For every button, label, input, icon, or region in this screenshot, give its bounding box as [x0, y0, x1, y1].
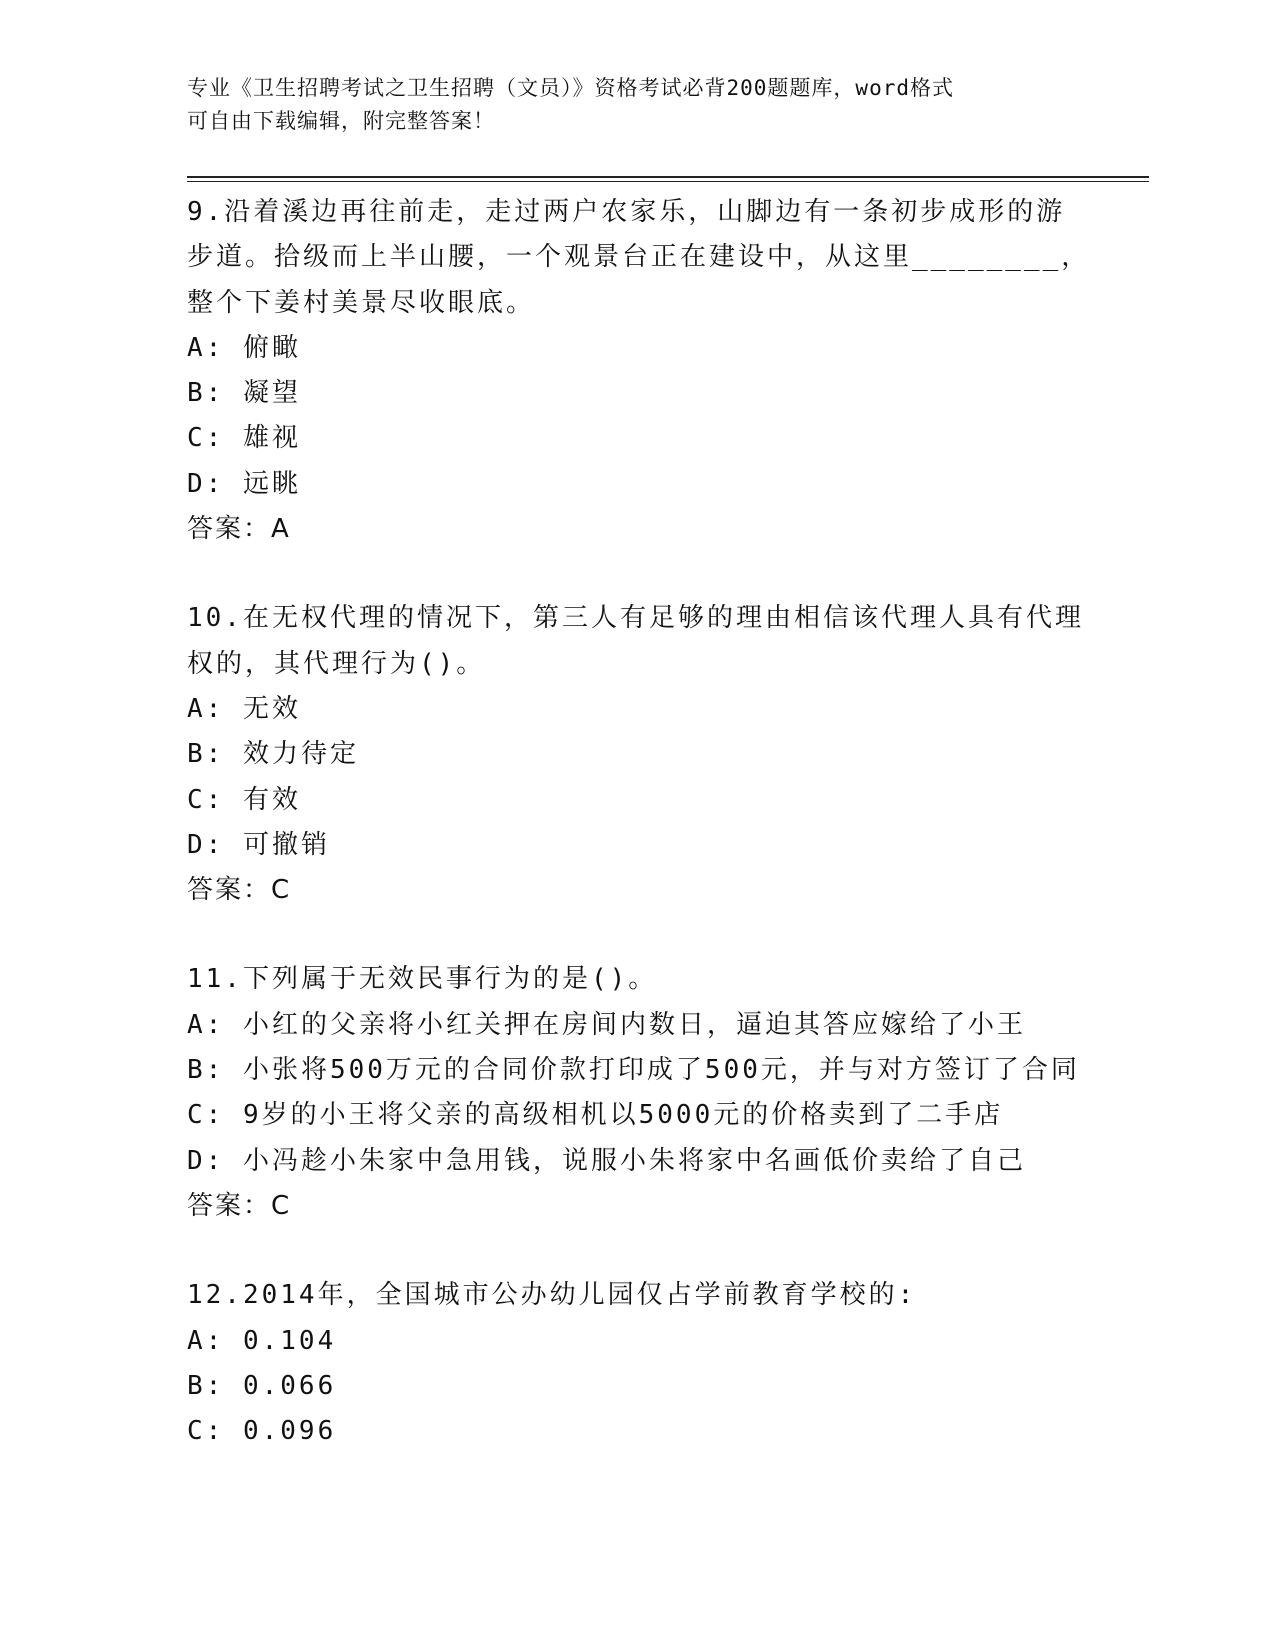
option-c: C: 雄视 — [187, 423, 301, 454]
option-c: C: 有效 — [187, 784, 301, 815]
question-10 — [187, 596, 1087, 913]
question-stem-line: 9.沿着溪边再往前走，走过两户农家乐，山脚边有一条初步成形的游 — [187, 197, 1066, 227]
question-9 — [187, 190, 1091, 552]
question-stem-line: 整个下姜村美景尽收眼底。 — [187, 287, 536, 318]
question-12 — [187, 1273, 1087, 1454]
header-divider-thin — [187, 181, 1149, 182]
option-b: B: 效力待定 — [187, 739, 359, 770]
option-a: A: 小红的父亲将小红关押在房间内数日，逼迫其答应嫁给了小王 — [187, 1009, 1026, 1040]
question-stem-line: 步道。拾级而上半山腰，一个观景台正在建设中，从这里________， — [187, 242, 1091, 273]
answer: 答案：C — [187, 1190, 292, 1221]
document-header — [187, 72, 1067, 138]
option-d: D: 可撤销 — [187, 829, 330, 860]
header-line-2: 可自由下载编辑，附完整答案！ — [187, 109, 495, 133]
question-stem-line: 10.在无权代理的情况下，第三人有足够的理由相信该代理人具有代理 — [187, 603, 1084, 634]
option-b: B: 小张将500万元的合同价款打印成了500元，并与对方签订了合同 — [187, 1055, 1080, 1086]
question-stem-line: 12.2014年，全国城市公办幼儿园仅占学前教育学校的: — [187, 1280, 917, 1311]
answer: 答案：C — [187, 875, 292, 906]
question-stem-line: 11.下列属于无效民事行为的是()。 — [187, 964, 658, 995]
header-line-1: 专业《卫生招聘考试之卫生招聘（文员）》资格考试必背200题题库，word格式 — [187, 76, 954, 100]
option-b: B: 0.066 — [187, 1370, 337, 1401]
question-stem-line: 权的，其代理行为()。 — [187, 648, 486, 679]
option-d: D: 小冯趁小朱家中急用钱，说服小朱将家中名画低价卖给了自己 — [187, 1145, 1026, 1176]
option-a: A: 无效 — [187, 693, 301, 724]
option-c: C: 0.096 — [187, 1416, 337, 1447]
answer: 答案：A — [187, 514, 291, 545]
option-b: B: 凝望 — [187, 378, 301, 409]
option-c: C: 9岁的小王将父亲的高级相机以5000元的价格卖到了二手店 — [187, 1100, 1004, 1131]
option-d: D: 远眺 — [187, 468, 301, 499]
question-11 — [187, 957, 1087, 1229]
header-divider — [187, 176, 1149, 178]
option-a: A: 0.104 — [187, 1325, 337, 1356]
option-a: A: 俯瞰 — [187, 332, 301, 363]
question-list — [187, 190, 1091, 1498]
